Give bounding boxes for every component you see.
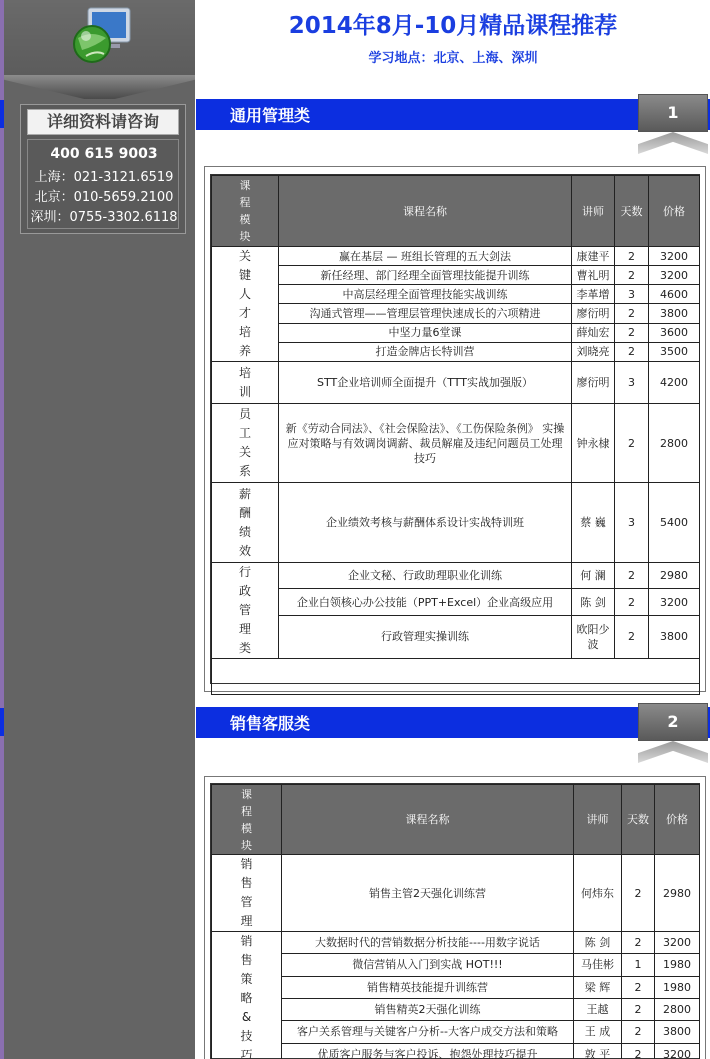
table-row: [212, 855, 700, 932]
header-lecturer: 讲师: [574, 785, 622, 855]
price-cell: 3200: [649, 247, 700, 266]
chevron-up-icon: [638, 132, 708, 154]
table-row: [212, 362, 700, 404]
table-row: [212, 563, 700, 589]
table-row: [212, 266, 700, 285]
days-cell: 2: [615, 589, 649, 615]
days-cell: 2: [615, 323, 649, 342]
phone-hotline: 400 615 9003: [50, 146, 158, 162]
price-cell: 4200: [649, 362, 700, 404]
course-name-cell: 销售精英2天强化训练: [282, 998, 574, 1020]
course-name-cell: 打造金牌店长特训营: [279, 342, 572, 361]
module-cell: 员 工 关 系: [212, 404, 279, 483]
table-row: [212, 404, 700, 483]
lecturer-cell: 敦 平: [574, 1043, 622, 1059]
course-name-cell: 企业白领核心办公技能（PPT+Excel）企业高级应用: [279, 589, 572, 615]
price-cell: 4600: [649, 285, 700, 304]
section-number: 1: [667, 103, 679, 122]
header-price: 价格: [649, 176, 700, 247]
days-cell: 2: [622, 932, 655, 954]
course-table-general-management: [211, 175, 700, 695]
lecturer-cell: 梁 辉: [574, 976, 622, 998]
section-number-badge: [638, 94, 708, 156]
lecturer-cell: 陈 剑: [574, 932, 622, 954]
days-cell: 3: [615, 285, 649, 304]
course-name-cell: 客户关系管理与关键客户分析--大客户成交方法和策略: [282, 1021, 574, 1043]
course-name-cell: 新《劳动合同法》、《社会保险法》、《工伤保险条例》 实操应对策略与有效调岗调薪、裁员解雇及违纪问题员工处理技巧: [279, 404, 572, 483]
section-title: 通用管理类: [230, 106, 311, 125]
sidebar: [4, 0, 195, 1059]
course-name-cell: 中坚力量6堂课: [279, 323, 572, 342]
days-cell: 3: [615, 483, 649, 563]
chevron-up-icon: [638, 741, 708, 763]
price-cell: 3800: [655, 1021, 700, 1043]
course-name-cell: 行政管理实操训练: [279, 615, 572, 658]
course-name-cell: 企业文秘、行政助理职业化训练: [279, 563, 572, 589]
course-name-cell: 销售精英技能提升训练营: [282, 976, 574, 998]
module-cell: 行 政 管 理 类: [212, 563, 279, 659]
header-days: 天数: [622, 785, 655, 855]
course-name-cell: 企业绩效考核与薪酬体系设计实战特训班: [279, 483, 572, 563]
table-blank-row: [212, 659, 700, 695]
price-cell: 2800: [655, 998, 700, 1020]
table-row: [212, 932, 700, 954]
table-row: [212, 342, 700, 361]
table-row: [212, 589, 700, 615]
table-row: [212, 1043, 700, 1059]
page-subtitle: 学习地点：北京、上海、深圳: [368, 51, 538, 66]
logo-area: [4, 0, 195, 75]
header-module: [212, 176, 279, 247]
course-name-cell: 赢在基层 — 班组长管理的五大剑法: [279, 247, 572, 266]
lecturer-cell: 廖衍明: [572, 304, 615, 323]
table-row: [212, 615, 700, 658]
price-cell: 1980: [655, 976, 700, 998]
header-lecturer: 讲师: [572, 176, 615, 247]
logo-chevron: [4, 75, 195, 99]
banner-underline: [196, 128, 710, 130]
table-row: [212, 483, 700, 563]
lecturer-cell: 李革增: [572, 285, 615, 304]
table-row: [212, 976, 700, 998]
lecturer-cell: 钟永棣: [572, 404, 615, 483]
lecturer-cell: 何 澜: [572, 563, 615, 589]
header-course: 课程名称: [282, 785, 574, 855]
lecturer-cell: 何炜东: [574, 855, 622, 932]
section-number-badge: [638, 703, 708, 765]
globe-monitor-icon: [68, 6, 134, 66]
course-name-cell: 沟通式管理——管理层管理快速成长的六项精进: [279, 304, 572, 323]
price-cell: 3200: [655, 932, 700, 954]
days-cell: 2: [615, 266, 649, 285]
days-cell: 2: [622, 855, 655, 932]
price-cell: 2800: [649, 404, 700, 483]
blank-cell: [212, 659, 700, 695]
course-name-cell: 新任经理、部门经理全面管理技能提升训练: [279, 266, 572, 285]
contact-title: 详细资料请咨询: [27, 109, 179, 135]
section-banner-general-management: [196, 99, 710, 129]
contact-box: [20, 104, 186, 234]
module-cell: 销 售 策 略 & 技 巧: [212, 932, 282, 1059]
table-header-row: [212, 785, 700, 855]
price-cell: 3200: [649, 589, 700, 615]
days-cell: 1: [622, 954, 655, 976]
course-name-cell: STT企业培训师全面提升（TTT实战加强版）: [279, 362, 572, 404]
lecturer-cell: 康建平: [572, 247, 615, 266]
course-name-cell: 销售主管2天强化训练营: [282, 855, 574, 932]
contact-details: [27, 139, 179, 229]
lecturer-cell: 王越: [574, 998, 622, 1020]
banner-underline: [196, 736, 710, 738]
table-row: [212, 998, 700, 1020]
days-cell: 2: [622, 998, 655, 1020]
price-cell: 3200: [649, 266, 700, 285]
header-days: 天数: [615, 176, 649, 247]
days-cell: 2: [622, 1021, 655, 1043]
price-cell: 3600: [649, 323, 700, 342]
lecturer-cell: 王 成: [574, 1021, 622, 1043]
left-edge-marker: [0, 708, 4, 736]
days-cell: 2: [622, 976, 655, 998]
lecturer-cell: 陈 剑: [572, 589, 615, 615]
section-title: 销售客服类: [230, 714, 311, 733]
table-row: [212, 285, 700, 304]
table-row: [212, 954, 700, 976]
header-module-text: 课 程 模 块: [239, 179, 251, 243]
price-cell: 3200: [655, 1043, 700, 1059]
lecturer-cell: 薛灿宏: [572, 323, 615, 342]
page-title: 2014年8月-10月精品课程推荐: [288, 13, 618, 39]
lecturer-cell: 蔡 巍: [572, 483, 615, 563]
course-table-sales-service: [211, 784, 700, 1059]
course-name-cell: 微信营销从入门到实战 HOT!!!: [282, 954, 574, 976]
module-cell: 销 售 管 理: [212, 855, 282, 932]
days-cell: 2: [615, 304, 649, 323]
section-number: 2: [667, 712, 679, 731]
module-cell: 培 训: [212, 362, 279, 404]
header-price: 价格: [655, 785, 700, 855]
lecturer-cell: 欧阳少波: [572, 615, 615, 658]
lecturer-cell: 刘晓亮: [572, 342, 615, 361]
price-cell: 2980: [649, 563, 700, 589]
table-row: [212, 323, 700, 342]
section-banner-sales-service: [196, 707, 710, 737]
price-cell: 3500: [649, 342, 700, 361]
header-module-text: 课 程 模 块: [241, 787, 252, 852]
days-cell: 2: [615, 615, 649, 658]
price-cell: 3800: [649, 615, 700, 658]
table-row: [212, 304, 700, 323]
lecturer-cell: 马佳彬: [574, 954, 622, 976]
course-name-cell: 中高层经理全面管理技能实战训练: [279, 285, 572, 304]
days-cell: 2: [615, 404, 649, 483]
price-cell: 3800: [649, 304, 700, 323]
days-cell: 2: [615, 342, 649, 361]
table-row: [212, 247, 700, 266]
days-cell: 2: [622, 1043, 655, 1059]
lecturer-cell: 曹礼明: [572, 266, 615, 285]
price-cell: 2980: [655, 855, 700, 932]
header-course: 课程名称: [279, 176, 572, 247]
contact-shanghai: 上海：021-3121.6519: [34, 170, 174, 185]
header-module: [212, 785, 282, 855]
days-cell: 3: [615, 362, 649, 404]
module-cell: 薪 酬 绩 效: [212, 483, 279, 563]
price-cell: 5400: [649, 483, 700, 563]
module-cell: 关 键 人 才 培 养: [212, 247, 279, 362]
lecturer-cell: 廖衍明: [572, 362, 615, 404]
contact-beijing: 北京：010-5659.2100: [34, 190, 174, 205]
course-name-cell: 优质客户服务与客户投诉、抱怨处理技巧提升: [282, 1043, 574, 1059]
table-row: [212, 1021, 700, 1043]
course-name-cell: 大数据时代的营销数据分析技能----用数字说话: [282, 932, 574, 954]
contact-shenzhen: 深圳：0755-3302.6118: [30, 210, 178, 225]
left-edge-marker: [0, 100, 4, 128]
days-cell: 2: [615, 247, 649, 266]
table-header-row: [212, 176, 700, 247]
price-cell: 1980: [655, 954, 700, 976]
days-cell: 2: [615, 563, 649, 589]
